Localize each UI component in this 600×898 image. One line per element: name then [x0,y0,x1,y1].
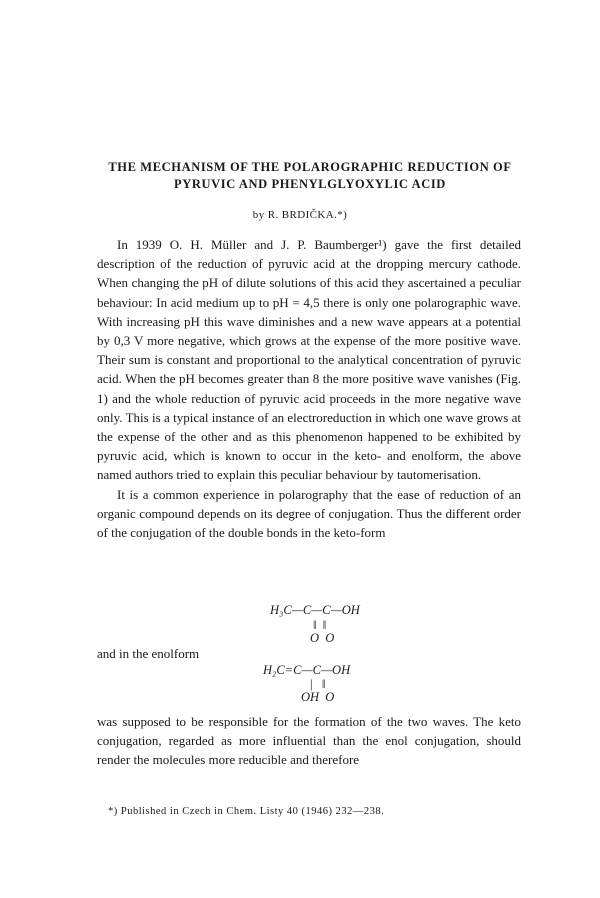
keto-oxygens: O O [310,631,335,645]
enol-substituents: OH O [301,690,335,704]
keto-formula: H₃C—C—C—OH [270,603,360,617]
body-text-continued [97,712,521,770]
footnote: *) Published in Czech in Chem. Listy 40 (1946) 232—238. [108,806,385,817]
author-byline: by R. BRDIČKA.*) [252,209,348,221]
keto-double-bonds: ‖ ‖ [313,618,327,632]
enolform-label: and in the enolform [97,646,200,661]
paper-title [60,159,560,193]
enol-formula: H₂C=C—C—OH [263,663,351,677]
paragraph-1: In 1939 O. H. Müller and J. P. Baumberger¹) gave the first detailed description of the reduction of pyruvic acid at the dropping mercury cathode. When changing the pH of dilute solutions of this acid they ascertained a peculiar behaviour: In acid medium up to pH = 4,5 there is only one polarographic wave. With increasing pH this wave diminishes and a new wave appears at a potential by 0,3 V more negative, which grows at the expense of the more positive wave. Their sum is constant and proportional to the analytical concentration of pyruvic acid. When the pH becomes greater than 8 the more positive wave vanishes (Fig. 1) and the whole reduction of pyruvic acid proceeds in the more negative wave only. This is a typical instance of an electroreduction in which one wave grows at the expense of the other and as this phenomenon happened to be exhibited by pyruvic acid, which is known to occur in the keto- and enolform, the above named authors tried to explain this peculiar behaviour by tautomerisation. [97,237,521,483]
paragraph-2: It is a common experience in polarography that the ease of reduction of an organic compound depends on its degree of conjugation. Thus the different order of the conjugation of the double bonds in the keto-form [97,486,521,541]
paragraph-3: was supposed to be responsible for the formation of the two waves. The keto conjugation, regarded as more influential than the enol conjugation, should render the molecules more reducible and therefore [97,714,521,768]
title-line-1: THE MECHANISM OF THE POLAROGRAPHIC REDUCTION OF [108,160,512,174]
title-line-2: PYRUVIC AND PHENYLGLYOXYLIC ACID [174,177,446,191]
enol-bonds: | ‖ [310,677,326,691]
body-text [97,235,521,542]
